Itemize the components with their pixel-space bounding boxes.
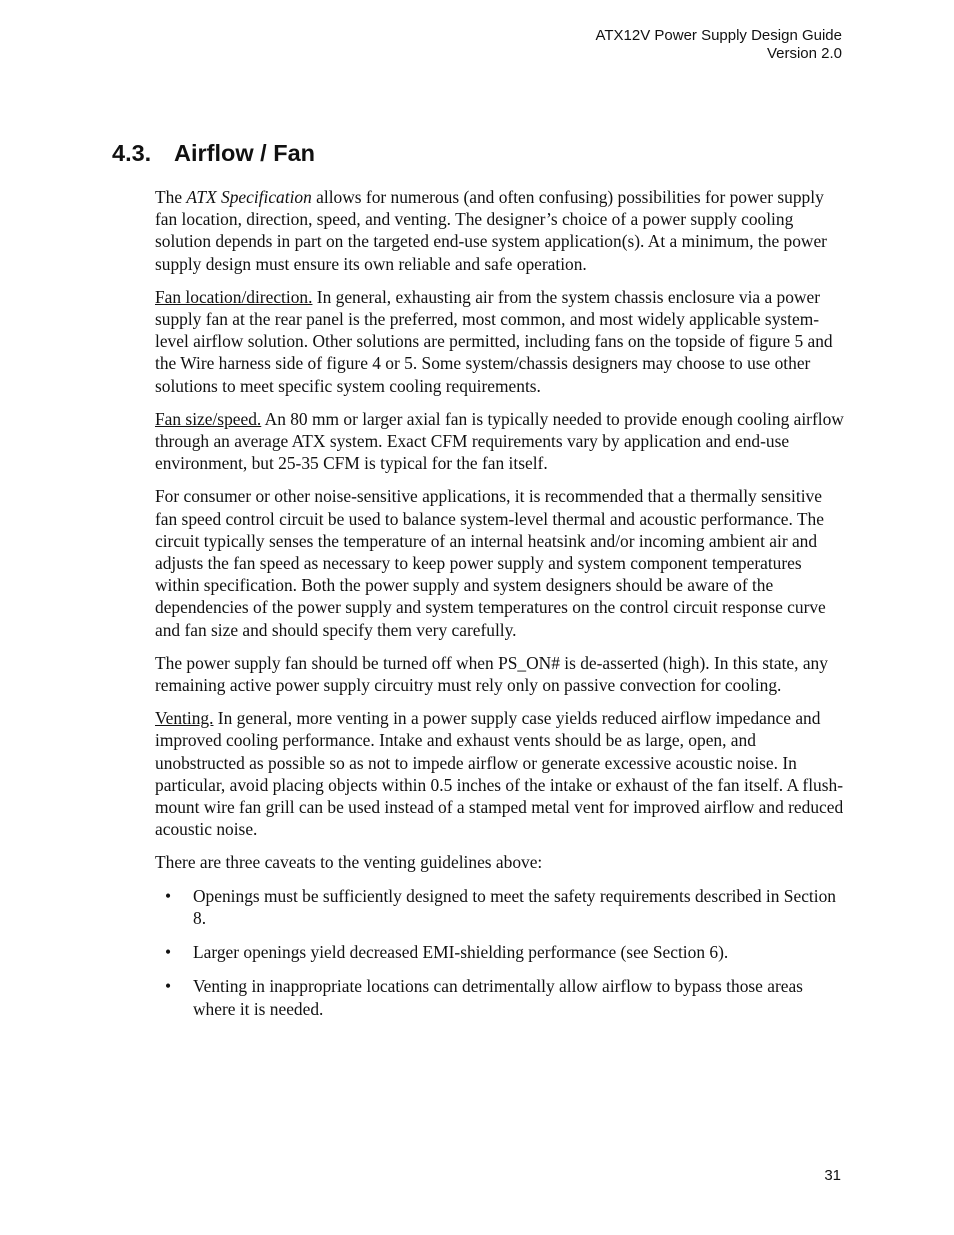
venting-text: In general, more venting in a power supply case yields reduced airflow impedance and improved cooling performance. Intake and exhaust vents should be as large, open, and unobstructed as possible so as not to impede airflow or generate excessive acoustic noise. In particular, avoid placing objects within 0.5 inches of the intake or exhaust of the fan itself. A flush-mount wire fan grill can be used instead of a stamped metal vent for improved airflow and reduced acoustic noise. — [155, 708, 844, 840]
section-title: Airflow / Fan — [174, 140, 315, 166]
bullet-icon: • — [165, 942, 172, 963]
fan-size-label: Fan size/speed. — [155, 408, 262, 429]
list-item-text: Larger openings yield decreased EMI-shielding performance (see Section 6). — [193, 942, 729, 963]
paragraph-intro — [155, 186, 847, 275]
paragraph-fan-size — [155, 408, 847, 475]
atx-specification-title: ATX Specification — [186, 187, 312, 207]
caveats-list — [155, 885, 847, 1020]
paragraph-intro-text: allows for numerous (and often confusing) possibilities for power supply fan location, direction, speed, and venting. The designer’s choice of a power supply cooling solution depends in part on the targeted end-use system application(s). At a minimum, the power supply design must ensure its own reliable and safe operation. — [155, 187, 827, 274]
document-title: ATX12V Power Supply Design Guide — [595, 27, 842, 44]
paragraph-caveats-intro: There are three caveats to the venting guidelines above: — [155, 852, 543, 873]
page-header — [595, 27, 842, 63]
bullet-icon: • — [165, 885, 172, 906]
section-body — [155, 186, 847, 1032]
list-item — [155, 885, 847, 929]
section-heading — [112, 140, 315, 167]
venting-label: Venting. — [155, 708, 214, 729]
list-item-text: Venting in inappropriate locations can detrimentally allow airflow to bypass those areas where it is needed. — [193, 976, 803, 1019]
paragraph-fan-location — [155, 286, 847, 397]
bullet-icon: • — [165, 976, 172, 997]
paragraph-intro-pre: The — [155, 187, 187, 207]
section-number: 4.3. — [112, 140, 152, 166]
list-item — [155, 975, 847, 1019]
fan-location-text: In general, exhausting air from the system chassis enclosure via a power supply fan at the rear panel is the preferred, most common, and most widely applicable system-level airflow solution. Other solutions are permitted, including fans on the topside of figure 5 and the Wire harness side of figure 4 or 5. Some system/chassis designers may choose to use other solutions to meet specific system cooling requirements. — [155, 286, 833, 396]
fan-location-label: Fan location/direction. — [155, 286, 313, 307]
page-number: 31 — [824, 1167, 841, 1184]
list-item — [155, 941, 847, 963]
paragraph-noise-sensitive: For consumer or other noise-sensitive applications, it is recommended that a thermally sensitive fan speed control circuit be used to balance system-level thermal and acoustic performance. The circuit typically senses the temperature of an internal heatsink and/or incoming ambient air and adjusts the fan speed as necessary to keep power supply and system component temperatures within specification. Both the power supply and system designers should be aware of the dependencies of the power supply and system temperatures on the control circuit response curve and fan size and should specify them very carefully. — [155, 486, 826, 640]
document-version: Version 2.0 — [766, 45, 842, 62]
paragraph-venting — [155, 707, 847, 840]
fan-size-text: An 80 mm or larger axial fan is typically needed to provide enough cooling airflow through an average ATX system. Exact CFM requirements vary by application and end-use environment, but 25-35 CFM is typical for the fan itself. — [155, 408, 844, 474]
paragraph-ps-on: The power supply fan should be turned off when PS_ON# is de-asserted (high). In this state, any remaining active power supply circuitry must rely only on passive convection for cooling. — [155, 652, 828, 696]
list-item-text: Openings must be sufficiently designed to meet the safety requirements described in Section 8. — [193, 885, 836, 928]
